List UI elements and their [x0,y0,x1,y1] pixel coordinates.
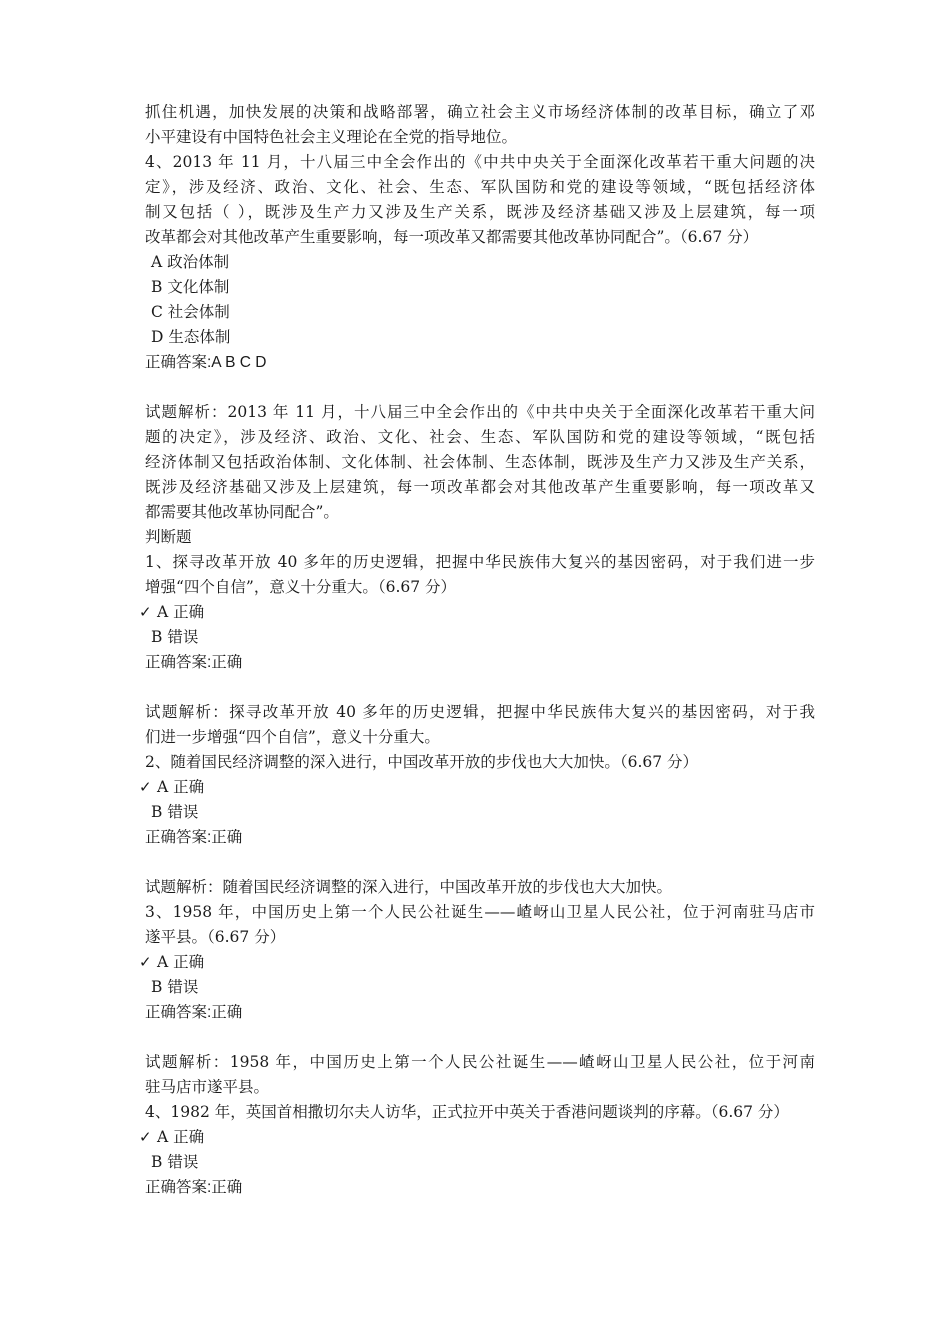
analysis-text: 经济体制又包括政治体制、文化体制、社会体制、生态体制，既涉及生产力又涉及生产关系， [145,453,815,471]
analysis-text: 题的决定》，涉及经济、政治、文化、社会、生态、军队国防和党的建设等领域，“既包括 [145,428,815,446]
option-a[interactable] [139,775,815,800]
correct-answer: 正确答案:正确 [145,1004,243,1021]
spacer [145,675,815,700]
checkmark-icon: ✓ [139,778,152,796]
question-text: 4、2013 年 11 月，十八届三中全会作出的《中共中央关于全面深化改革若干重大问题的决 [145,153,815,171]
option-label: A 正确 [157,1128,205,1146]
option-b[interactable]: B 错误 [151,1153,199,1171]
checkmark-icon: ✓ [139,1128,152,1146]
option-a[interactable] [139,950,815,975]
correct-answer: 正确答案:正确 [145,829,243,846]
analysis-text: 驻马店市遂平县。 [145,1078,270,1096]
question-text: 遂平县。（6.67 分） [145,928,286,946]
option-label: A 正确 [157,603,205,621]
checkmark-icon: ✓ [139,603,152,621]
intro-line: 小平建设有中国特色社会主义理论在全党的指导地位。 [145,128,518,146]
question-text: 4、1982 年，英国首相撒切尔夫人访华，正式拉开中英关于香港问题谈判的序幕。（6.67 分） [145,1103,789,1121]
correct-answer: 正确答案:正确 [145,654,243,671]
question-text: 增强“四个自信”，意义十分重大。（6.67 分） [145,578,457,596]
option-b[interactable]: B 错误 [151,803,199,821]
analysis-text: 都需要其他改革协同配合”。 [145,503,339,521]
intro-line: 抓住机遇，加快发展的决策和战略部署，确立社会主义市场经济体制的改革目标，确立了邓 [145,103,815,121]
spacer [145,1025,815,1050]
correct-answer: 正确答案:A B C D [145,354,267,371]
option-a[interactable] [139,600,815,625]
question-text: 定》，涉及经济、政治、文化、社会、生态、军队国防和党的建设等领域，“既包括经济体 [145,178,815,196]
option-d[interactable]: D 生态体制 [151,328,231,346]
document-page [139,100,815,1200]
option-a[interactable] [139,1125,815,1150]
question-text: 1、探寻改革开放 40 多年的历史逻辑，把握中华民族伟大复兴的基因密码，对于我们进一步 [145,553,815,571]
question-text: 2、随着国民经济调整的深入进行，中国改革开放的步伐也大大加快。（6.67 分） [145,753,699,771]
option-c[interactable]: C 社会体制 [151,303,230,321]
analysis-text: 们进一步增强“四个自信”，意义十分重大。 [145,728,440,746]
analysis-text: 试题解析：探寻改革开放 40 多年的历史逻辑，把握中华民族伟大复兴的基因密码，对于我 [145,703,815,721]
section-title: 判断题 [145,528,192,546]
question-text: 改革都会对其他改革产生重要影响，每一项改革又都需要其他改革协同配合”。（6.67 分） [145,228,759,246]
analysis-text: 试题解析：随着国民经济调整的深入进行，中国改革开放的步伐也大大加快。 [145,878,673,896]
option-b[interactable]: B 文化体制 [151,278,230,296]
option-label: A 正确 [157,953,205,971]
option-b[interactable]: B 错误 [151,978,199,996]
option-label: A 正确 [157,778,205,796]
analysis-text: 试题解析：1958 年，中国历史上第一个人民公社诞生——嵖岈山卫星人民公社，位于河南 [145,1053,815,1071]
option-b[interactable]: B 错误 [151,628,199,646]
spacer [145,850,815,875]
spacer [145,375,815,400]
option-a[interactable]: A 政治体制 [151,253,230,271]
question-text: 制又包括（ ），既涉及生产力又涉及生产关系，既涉及经济基础又涉及上层建筑，每一项 [145,203,815,221]
analysis-text: 既涉及经济基础又涉及上层建筑，每一项改革都会对其他改革产生重要影响，每一项改革又 [145,478,815,496]
correct-answer: 正确答案:正确 [145,1179,243,1196]
checkmark-icon: ✓ [139,953,152,971]
question-text: 3、1958 年，中国历史上第一个人民公社诞生——嵖岈山卫星人民公社，位于河南驻马店市 [145,903,815,921]
analysis-text: 试题解析：2013 年 11 月，十八届三中全会作出的《中共中央关于全面深化改革若干重大问 [145,403,815,421]
